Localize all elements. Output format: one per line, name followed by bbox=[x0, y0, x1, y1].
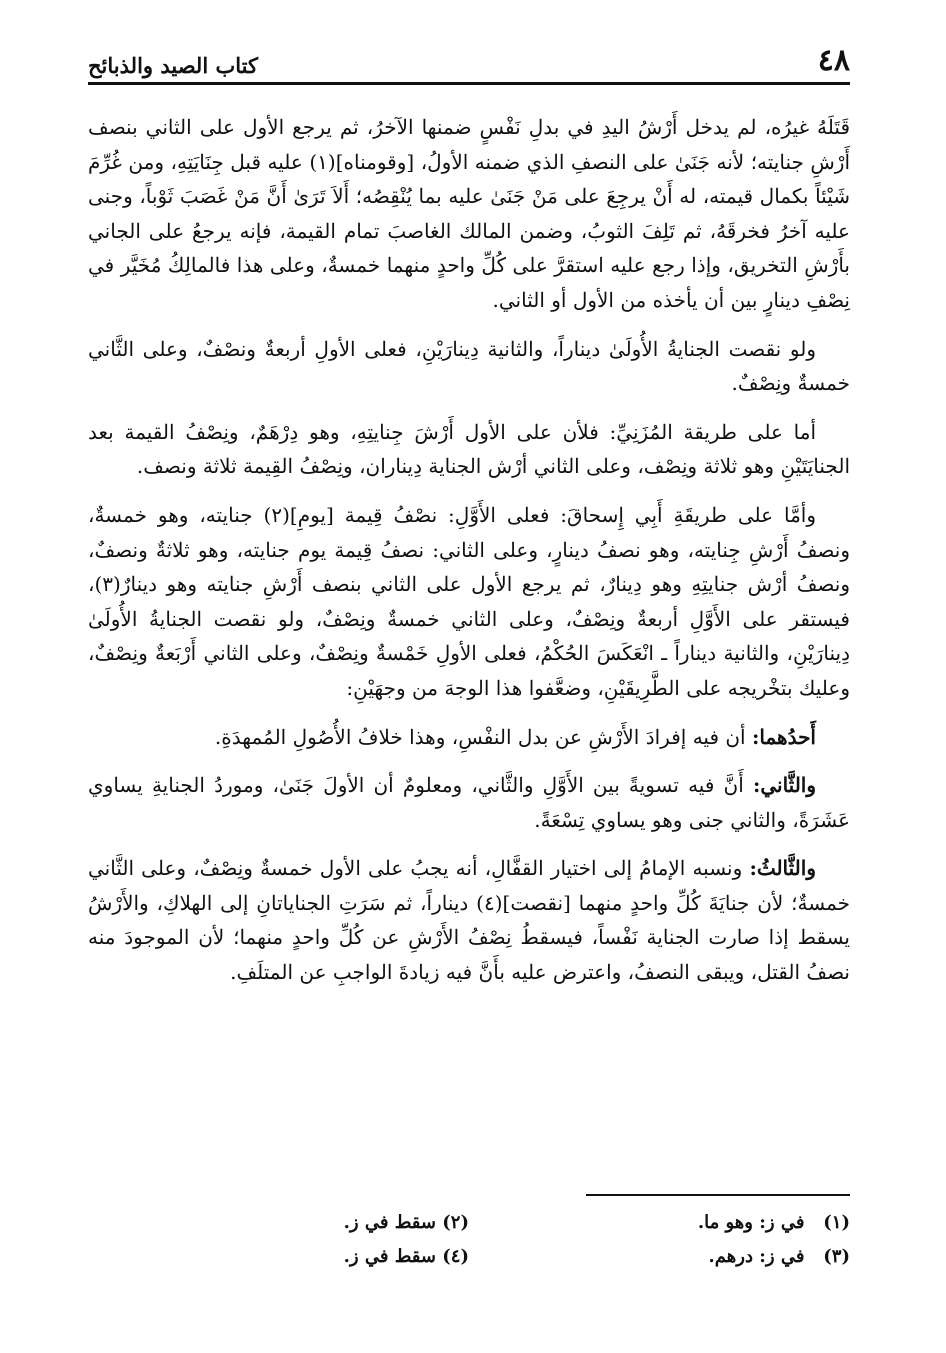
paragraph-text: ونسبه الإمامُ إلى اختيار القفَّالِ، أنه يجبُ على الأول خمسةٌ ونِصْفٌ، وعلى الثَّاني خمسةٌ؛ لأن جنايَةَ كُلِّ واحدٍ منهما [نقصت](٤) ديناراً، ثم سَرَتِ الجناياتانِ إلى الهلاكِ، والأَرْشُ يسقط إذا صارت الجناية نَفْساً، فيسقطُ نِصْفُ الأَرْشِ عن كُلِّ واحدٍ منهما؛ لأن الموجودَ منه نصفُ القتل، ويبقى النصفُ، واعترض عليه بأَنَّ فيه زيادةَ الواجبِ عن المتلَفِ. bbox=[88, 856, 850, 985]
paragraph-text: وأمَّا على طريقَةِ أَبِي إِسحاقَ: فعلى الأَوَّلِ: نصْفُ قِيمة [يومِ](٢) جنايته، وهو خمسةٌ، ونصفُ أَرْشِ جِنايته، وهو نصفُ دينارٍ، وعلى الثاني: نصفُ قِيمة يوم جنايته، وهو ثلاثةٌ ونصفٌ، ونصفُ أرْش جنايتِهِ وهو دِينارٌ، ثم يرجع الأول على الثاني بنصف أَرْشِ جنايته وهو دينارٌ(٣)، فيستقر على الأَوَّلِ أربعةٌ ونِصْفٌ، وعلى الثاني خمسةٌ ونِصْفٌ، ولو نقصت الجنايةُ الأُولَىٰ دِينارَيْنِ، والثانية ديناراً ـ انْعَكَسَ الحُكْمُ، فعلى الأولِ خَمْسةٌ ونِصْفٌ، وعلى الثاني أَرْبَعةٌ ونِصْفٌ، وعليك بتخْريجه على الطَّرِيقَيْنِ، وضعَّفوا هذا الوجهَ من وجهَيْنِ: bbox=[88, 502, 850, 700]
header-rule bbox=[88, 82, 850, 85]
paragraph-lead: والثَّالثُ: bbox=[749, 856, 816, 881]
footnote bbox=[469, 1240, 850, 1274]
footnote-number: (١) bbox=[823, 1212, 850, 1233]
footnote-number: (٤) bbox=[442, 1246, 469, 1267]
paragraph-text: أَنَّ فيه تسويةً بين الأَوَّلِ والثَّاني، ومعلومٌ أن الأولَ جَنَىٰ، وموردُ الجنايةِ يساوي عَشَرَةً، والثاني جنى وهو يساوي تِسْعَةً. bbox=[88, 773, 850, 832]
footnotes bbox=[88, 1206, 850, 1274]
footnote-row bbox=[88, 1240, 850, 1274]
paragraph-lead: والثَّاني: bbox=[752, 773, 817, 798]
paragraph-text: أما على طريقة المُزَنِيِّ: فلأن على الأول أَرْشَ جِنايتِهِ، وهو دِرْهَمٌ، ونِصْفُ القيمة بعد الجنايَتَيْنِ وهو ثلاثة ونِصْف، وعلى الثاني أرْش الجناية دِيناران، ونِصْفُ القِيمة ثلاثة ونصف. bbox=[88, 419, 850, 479]
paragraph-text: أن فيه إفرادَ الأَرْشِ عن بدل النفْسِ، وهذا خلافُ الأُصُولِ المُمهدَةِ. bbox=[214, 724, 746, 749]
paragraph-text: ولو نقصت الجنايةُ الأُولَىٰ ديناراً، والثانية دِينارَيْنِ، فعلى الأولِ أربعةٌ ونصْفٌ، وعلى الثَّاني خمسةٌ ونِصْفٌ. bbox=[88, 336, 850, 396]
footnote-rule bbox=[586, 1194, 850, 1196]
footnote-text: في ز: درهم. bbox=[708, 1246, 805, 1267]
footnote-row bbox=[88, 1206, 850, 1240]
paragraph-text: قَتَلَهُ غيرُه، لم يدخل أَرْشُ اليدِ في بدلِ نَفْسٍ ضمنها الآخرُ، ثم يرجع الأول على الثاني بنصف أَرْشِ جنايته؛ لأنه جَنَىٰ على النصفِ الذي ضمنه الأولُ، [وقومناه](١) عليه قبل جِنَايَتِهِ، ومن غُرِّمَ شَيْئاً بكمال قيمته، له أَنْ يرجِعَ على مَنْ جَنَىٰ عليه بما يُنْقِصُه؛ أَلاَ تَرَىٰ أَنَّ مَنْ غَصَبَ ثَوْباً، وجنى عليه آخرُ فخرقَهُ، ثم تَلِفَ الثوبُ، وضمن المالك الغاصبَ تمام القيمة، فإنه يرجعُ على الجاني بأَرْشِ التخريق، وإذا رجع عليه استقرَّ على كُلِّ واحدٍ منهما خمسةٌ، وعلى هذا فالمالِكُ مُخَيَّر في نِصْفِ دينارٍ بين أن يأخذه من الأول أو الثاني. bbox=[88, 115, 851, 312]
footnote-text: في ز: وهو ما. bbox=[697, 1212, 805, 1233]
footnote-number: (٣) bbox=[823, 1246, 850, 1267]
page-number: ٤٨ bbox=[817, 43, 850, 78]
footnote-text: سقط في ز. bbox=[343, 1212, 436, 1233]
paragraph bbox=[88, 332, 850, 401]
paragraph-lead: أَحدُهما: bbox=[751, 724, 816, 749]
page-header bbox=[88, 32, 850, 76]
paragraph bbox=[88, 720, 850, 755]
footnote bbox=[88, 1206, 469, 1240]
main-text bbox=[88, 96, 850, 990]
paragraph bbox=[88, 498, 850, 706]
running-title: كتاب الصيد والذبائح bbox=[88, 53, 258, 78]
footnote-number: (٢) bbox=[442, 1212, 469, 1233]
paragraph bbox=[88, 768, 850, 837]
paragraph bbox=[88, 110, 850, 318]
paragraph bbox=[88, 415, 850, 484]
paragraph bbox=[88, 851, 850, 989]
footnote bbox=[88, 1240, 469, 1274]
footnote bbox=[469, 1206, 850, 1240]
footnote-text: سقط في ز. bbox=[343, 1246, 436, 1267]
